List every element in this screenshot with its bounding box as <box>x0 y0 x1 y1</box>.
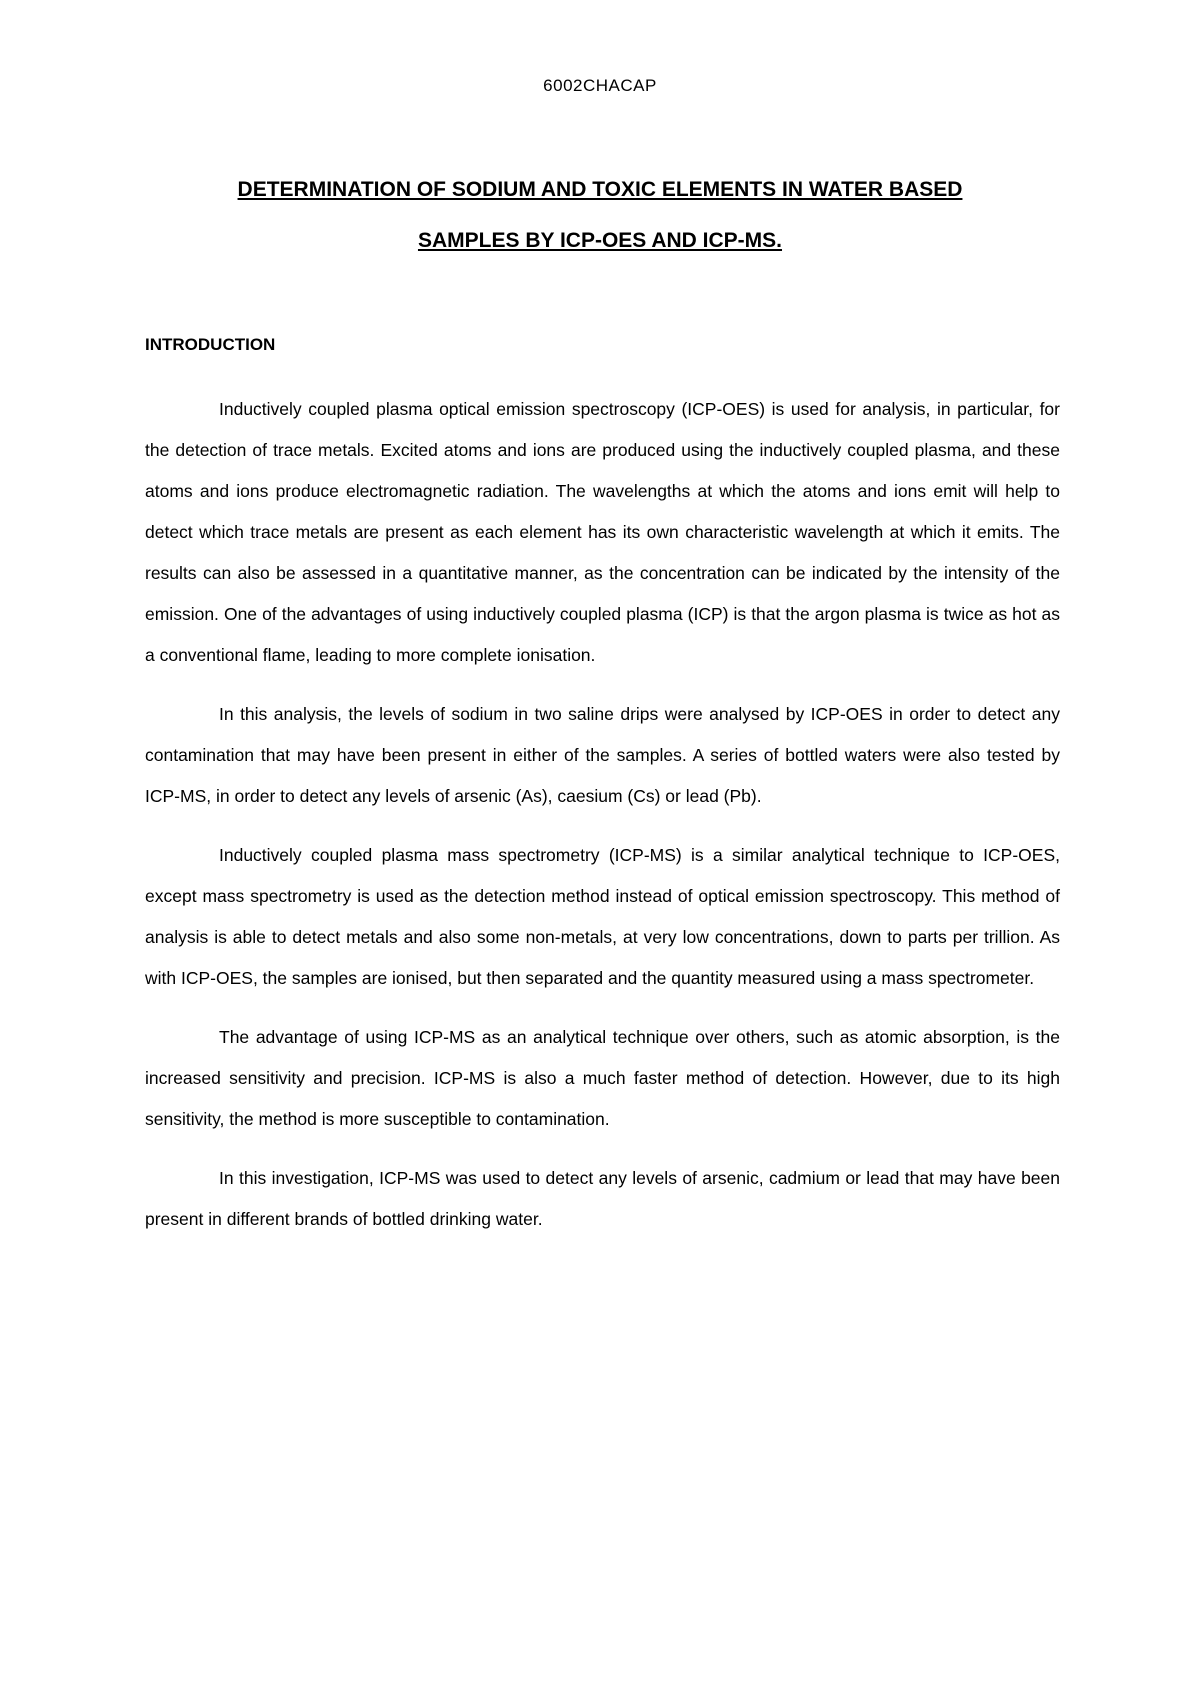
title-line-1: DETERMINATION OF SODIUM AND TOXIC ELEMENTS IN WATER BASED <box>237 178 963 202</box>
document-title <box>130 164 1070 266</box>
document-body <box>145 389 1060 1258</box>
document-header-code: 6002CHACAP <box>543 76 657 95</box>
paragraph-icp-ms-advantages: The advantage of using ICP-MS as an analytical technique over others, such as atomic absorption, is the increased sensitivity and precision. ICP-MS is also a much faster method of detection. However, due to its high sensitivity, the method is more susceptible to contamination. <box>145 1027 1060 1129</box>
title-line-2: SAMPLES BY ICP-OES AND ICP-MS. <box>417 229 783 253</box>
section-heading-introduction: INTRODUCTION <box>145 335 276 354</box>
paragraph-icp-ms-overview: Inductively coupled plasma mass spectrometry (ICP-MS) is a similar analytical technique to ICP-OES, except mass spectrometry is used as the detection method instead of optical emission spectroscopy. This method of analysis is able to detect metals and also some non-metals, at very low concentrations, down to parts per trillion. As with ICP-OES, the samples are ionised, but then separated and the quantity measured using a mass spectrometer. <box>145 845 1060 988</box>
paragraph-investigation: In this investigation, ICP-MS was used to detect any levels of arsenic, cadmium or lead that may have been present in different brands of bottled drinking water. <box>145 1168 1060 1229</box>
paragraph-icp-oes-overview: Inductively coupled plasma optical emission spectroscopy (ICP-OES) is used for analysis, in particular, for the detection of trace metals. Excited atoms and ions are produced using the inductively coupled plasma, and these atoms and ions produce electromagnetic radiation. The wavelengths at which the atoms and ions emit will help to detect which trace metals are present as each element has its own characteristic wavelength at which it emits. The results can also be assessed in a quantitative manner, as the concentration can be indicated by the intensity of the emission. One of the advantages of using inductively coupled plasma (ICP) is that the argon plasma is twice as hot as a conventional flame, leading to more complete ionisation. <box>145 399 1060 665</box>
paragraph-analysis-scope: In this analysis, the levels of sodium in two saline drips were analysed by ICP-OES in order to detect any contamination that may have been present in either of the samples. A series of bottled waters were also tested by ICP-MS, in order to detect any levels of arsenic (As), caesium (Cs) or lead (Pb). <box>145 704 1060 806</box>
